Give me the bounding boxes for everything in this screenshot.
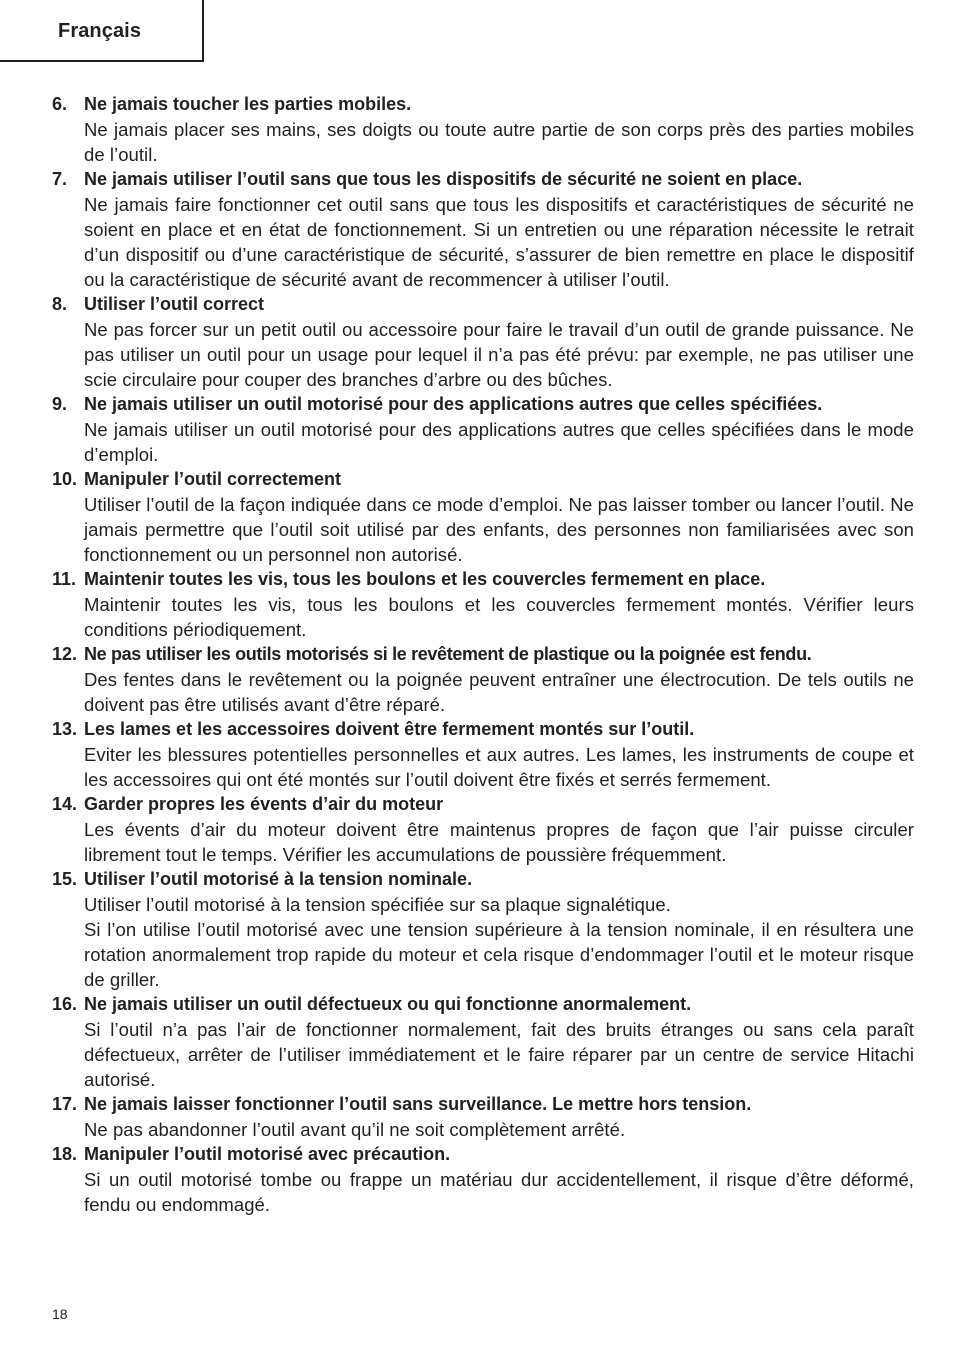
item-number: 18.: [52, 1144, 78, 1164]
item-text: Les évents d’air du moteur doivent être maintenus propres de façon que l’air puisse circuler librement tout le temps. Vérifier les accumulations de poussière fréquemment.: [84, 819, 914, 865]
item-title: Utiliser l’outil motorisé à la tension nominale.: [84, 869, 473, 889]
item-number: 16.: [52, 994, 78, 1014]
item-title: Manipuler l’outil motorisé avec précaution.: [84, 1144, 451, 1164]
list-item: [52, 92, 914, 167]
item-number: 17.: [52, 1094, 78, 1114]
item-number: 7.: [52, 169, 68, 189]
item-title: Ne jamais utiliser un outil motorisé pour des applications autres que celles spécifiées.: [84, 394, 823, 414]
list-item: [52, 392, 914, 467]
item-title: Manipuler l’outil correctement: [84, 469, 342, 489]
item-text: Maintenir toutes les vis, tous les boulons et les couvercles fermement montés. Vérifier leurs conditions périodiquement.: [84, 594, 914, 640]
item-text: Si l’on utilise l’outil motorisé avec une tension supérieure à la tension nominale, il en résultera une rotation anormalement trop rapide du moteur et cela risque d’endommager l’outil et le moteur risque de griller.: [84, 919, 914, 990]
list-item: [52, 867, 914, 992]
item-number: 13.: [52, 719, 78, 739]
item-number: 9.: [52, 394, 68, 414]
item-text: Des fentes dans le revêtement ou la poignée peuvent entraîner une électrocution. De tels outils ne doivent pas être utilisés avant d’être réparé.: [84, 669, 914, 715]
item-number: 11.: [52, 569, 77, 589]
item-title: Ne pas utiliser les outils motorisés si le revêtement de plastique ou la poignée est fendu.: [84, 644, 812, 664]
item-title: Ne jamais utiliser l’outil sans que tous les dispositifs de sécurité ne soient en place.: [84, 169, 803, 189]
list-item: [52, 1142, 914, 1217]
item-title: Utiliser l’outil correct: [84, 294, 265, 314]
list-item: [52, 567, 914, 642]
language-label: Français: [58, 20, 142, 42]
item-title: Ne jamais laisser fonctionner l’outil sans surveillance. Le mettre hors tension.: [84, 1094, 752, 1114]
item-text: Ne jamais utiliser un outil motorisé pour des applications autres que celles spécifiées dans le mode d’emploi.: [84, 419, 914, 465]
item-title: Ne jamais utiliser un outil défectueux ou qui fonctionne anormalement.: [84, 994, 692, 1014]
list-item: [52, 642, 914, 717]
list-item: [52, 292, 914, 392]
list-item: [52, 1092, 914, 1142]
item-title: Garder propres les évents d’air du moteur: [84, 794, 444, 814]
item-title: Maintenir toutes les vis, tous les boulons et les couvercles fermement en place.: [84, 569, 766, 589]
item-text: Si un outil motorisé tombe ou frappe un matériau dur accidentellement, il risque d’être déformé, fendu ou endommagé.: [84, 1169, 914, 1215]
item-number: 6.: [52, 94, 68, 114]
list-item: [52, 992, 914, 1092]
item-number: 12.: [52, 644, 78, 664]
item-text: Ne jamais faire fonctionner cet outil sans que tous les dispositifs et caractéristiques de sécurité ne soient en place et en état de fonctionnement. Si un entretien ou une réparation nécessite le retrait d’un dispositif ou d’une caractéristique de sécurité, s’assurer de bien remettre en place le dispositif ou la caractéristique de sécurité avant de recommencer à utiliser l’outil.: [84, 194, 914, 290]
page-number: 18: [52, 1306, 68, 1322]
item-number: 8.: [52, 294, 68, 314]
item-number: 14.: [52, 794, 78, 814]
item-number: 15.: [52, 869, 78, 889]
item-text: Utiliser l’outil de la façon indiquée dans ce mode d’emploi. Ne pas laisser tomber ou lancer l’outil. Ne jamais permettre que l’outil soit utilisé par des enfants, des personnes non familiarisées avec son fonctionnement ou un personnel non autorisé.: [84, 494, 914, 565]
item-text: Ne jamais placer ses mains, ses doigts ou toute autre partie de son corps près des parties mobiles de l’outil.: [84, 119, 914, 165]
list-item: [52, 467, 914, 567]
item-title: Ne jamais toucher les parties mobiles.: [84, 94, 412, 114]
item-text: Ne pas abandonner l’outil avant qu’il ne soit complètement arrêté.: [84, 1119, 626, 1140]
item-text: Si l’outil n’a pas l’air de fonctionner normalement, fait des bruits étranges ou sans cela paraît défectueux, arrêter de l’utiliser immédiatement et le faire réparer par un centre de service Hitachi autorisé.: [84, 1019, 914, 1090]
list-item: [52, 167, 914, 292]
list-item: [52, 792, 914, 867]
language-tab: [0, 0, 204, 62]
item-text: Ne pas forcer sur un petit outil ou accessoire pour faire le travail d’un outil de grande puissance. Ne pas utiliser un outil pour un usage pour lequel il n’a pas été prévu: par exemple, ne pas utiliser une scie circulaire pour couper des branches d’arbre ou des bûches.: [84, 319, 914, 390]
item-number: 10.: [52, 469, 78, 489]
safety-instructions-list: [52, 92, 914, 1217]
item-text: Eviter les blessures potentielles personnelles et aux autres. Les lames, les instruments de coupe et les accessoires qui ont été montés sur l’outil doivent être fixés et serrés fermement.: [84, 744, 914, 790]
item-text: Utiliser l’outil motorisé à la tension spécifiée sur sa plaque signalétique.: [84, 894, 671, 915]
list-item: [52, 717, 914, 792]
item-title: Les lames et les accessoires doivent être fermement montés sur l’outil.: [84, 719, 695, 739]
